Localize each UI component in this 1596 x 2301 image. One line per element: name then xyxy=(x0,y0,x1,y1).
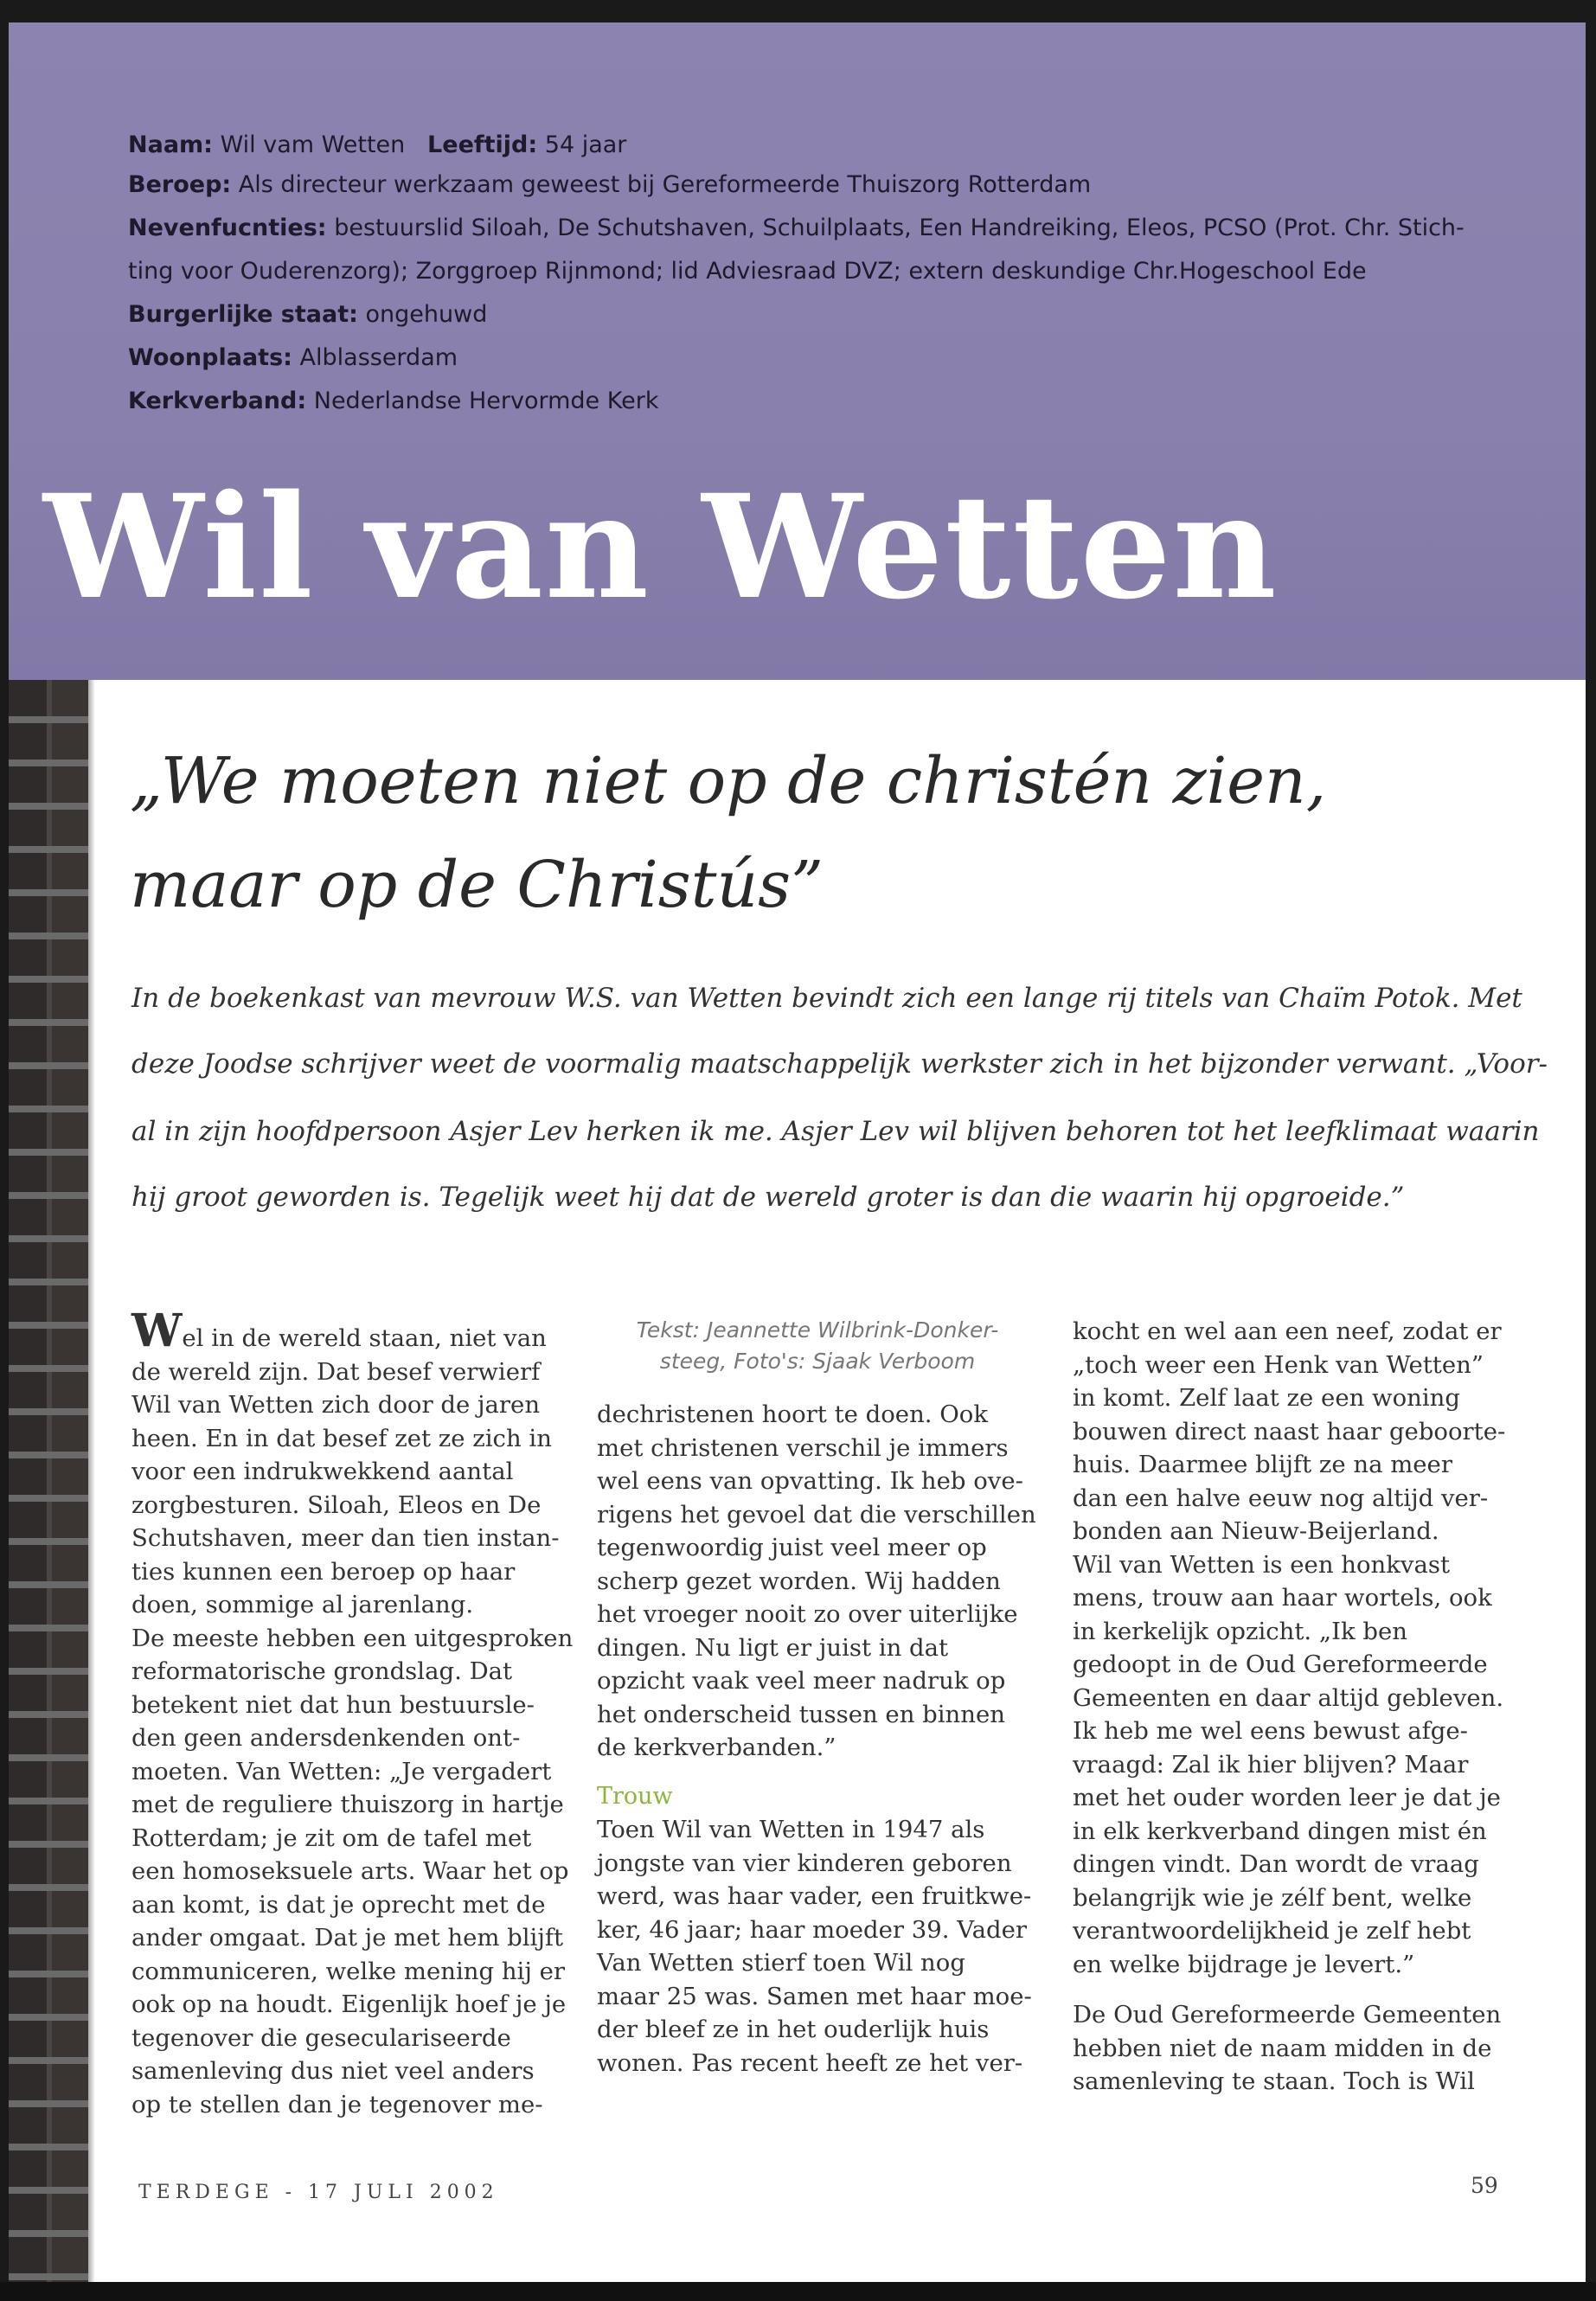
body-line: hebben niet de naam midden in de xyxy=(1073,2034,1492,2062)
body-line: reformatorische grondslag. Dat xyxy=(131,1657,513,1685)
body-line: ker, 46 jaar; haar moeder 39. Vader xyxy=(597,1915,1028,1944)
fact-side-functions-continued: ting voor Ouderenzorg); Zorggroep Rijnmond; lid Adviesraad DVZ; extern deskundige Chr.Hogeschool Ede xyxy=(128,258,1367,285)
pull-quote-line-2: maar op de Christús” xyxy=(130,848,824,922)
body-line: samenleving dus niet veel anders xyxy=(131,2057,535,2085)
body-line: vraagd: Zal ik hier blijven? Maar xyxy=(1073,1750,1469,1779)
body-line: bonden aan Nieuw-Beijerland. xyxy=(1073,1517,1439,1545)
body-line: voor een indrukwekkend aantal xyxy=(131,1458,514,1485)
body-line: tegenover die geseculariseerde xyxy=(131,2023,511,2052)
body-line: dan een halve eeuw nog altijd ver- xyxy=(1073,1484,1489,1512)
body-line: dingen vindt. Dan wordt de vraag xyxy=(1073,1850,1479,1878)
body-line: aan komt, is dat je oprecht met de xyxy=(131,1890,546,1919)
lead-line-1: In de boekenkast van mevrouw W.S. van Wetten bevindt zich een lange rij titels van Chaïm Potok. Met xyxy=(131,983,1522,1014)
lead-line-3: al in zijn hoofdpersoon Asjer Lev herken ik me. Asjer Lev wil blijven behoren tot het leefklimaat waarin xyxy=(131,1116,1540,1147)
body-line: „toch weer een Henk van Wetten” xyxy=(1073,1350,1484,1379)
body-line: werd, was haar vader, een fruitkwe- xyxy=(597,1882,1032,1910)
body-line: Ik heb me wel eens bewust afge- xyxy=(1073,1717,1468,1745)
body-line: belangrijk wie je zélf bent, welke xyxy=(1073,1883,1472,1912)
body-line: dechristenen hoort te doen. Ook xyxy=(597,1400,989,1428)
body-line: betekent niet dat hun bestuursle- xyxy=(131,1690,535,1719)
article-title: Wil van Wetten xyxy=(43,463,1279,631)
body-line: kocht en wel aan een neef, zodat er xyxy=(1073,1317,1502,1345)
scan-border-bottom xyxy=(0,2282,1596,2301)
body-line: in komt. Zelf laat ze een woning xyxy=(1073,1384,1460,1412)
body-line: communiceren, welke mening hij er xyxy=(131,1957,566,1985)
body-line: De Oud Gereformeerde Gemeenten xyxy=(1073,2001,1502,2029)
body-line: bouwen direct naast haar geboorte- xyxy=(1073,1417,1506,1445)
body-column-3 xyxy=(1073,1315,1522,2099)
body-line: mens, trouw aan haar wortels, ook xyxy=(1073,1584,1492,1612)
fact-side-functions: Nevenfucnties: bestuurslid Siloah, De Schutshaven, Schuilplaats, Een Handreiking, Eleos, PCSO (Prot. Chr. Stich- xyxy=(128,215,1465,241)
body-line: heen. En in dat besef zet ze zich in xyxy=(131,1424,552,1452)
fact-profession: Beroep: Als directeur werkzaam geweest bij Gereformeerde Thuiszorg Rotterdam xyxy=(128,171,1092,198)
body-line: in elk kerkverband dingen mist én xyxy=(1073,1817,1487,1845)
fact-name: Naam: Wil vam Wetten Leeftijd: 54 jaar xyxy=(128,131,627,158)
body-line: rigens het gevoel dat die verschillen xyxy=(597,1500,1036,1529)
body-line: en welke bijdrage je levert.” xyxy=(1073,1950,1415,1978)
body-line: in kerkelijk opzicht. „Ik ben xyxy=(1073,1617,1407,1645)
body-line: scherp gezet worden. Wij hadden xyxy=(597,1567,1001,1595)
body-line: Schutshaven, meer dan tien instan- xyxy=(131,1524,560,1552)
body-line: gedoopt in de Oud Gereformeerde xyxy=(1073,1650,1488,1678)
body-line: ties kunnen een beroep op haar xyxy=(131,1557,516,1586)
body-line: De meeste hebben een uitgesproken xyxy=(131,1624,574,1652)
body-line: Van Wetten stierf toen Wil nog xyxy=(597,1949,965,1977)
body-line: wonen. Pas recent heeft ze het ver- xyxy=(597,2048,1023,2077)
body-line: een homoseksuele arts. Waar het op xyxy=(131,1857,569,1885)
body-line: met christenen verschil je immers xyxy=(597,1433,1009,1462)
body-line: dingen. Nu ligt er juist in dat xyxy=(597,1633,949,1662)
body-line: huis. Daarmee blijft ze na meer xyxy=(1073,1451,1452,1478)
body-column-1 xyxy=(131,1304,574,2121)
magazine-footer: TERDEGE - 17 JULI 2002 xyxy=(138,2182,499,2203)
body-line: de wereld zijn. Dat besef verwierf xyxy=(131,1357,541,1386)
body-line: den geen andersdenkenden ont- xyxy=(131,1724,521,1752)
body-line: Toen Wil van Wetten in 1947 als xyxy=(597,1816,985,1843)
body-line: samenleving te staan. Toch is Wil xyxy=(1073,2067,1475,2095)
fact-marital-status: Burgerlijke staat: ongehuwd xyxy=(128,301,488,328)
body-line: zorgbesturen. Siloah, Eleos en De xyxy=(131,1490,542,1519)
body-line: jongste van vier kinderen geboren xyxy=(597,1849,1012,1877)
body-line: met de reguliere thuiszorg in hartje xyxy=(131,1791,564,1818)
body-line: het vroeger nooit zo over uiterlijke xyxy=(597,1600,1018,1628)
body-line: het onderscheid tussen en binnen xyxy=(597,1700,1005,1728)
page-number: 59 xyxy=(1471,2173,1498,2198)
lead-line-2: deze Joodse schrijver weet de voormalig maatschappelijk werkster zich in het bijzonder verwant. „Voor- xyxy=(131,1048,1548,1080)
body-line: ander omgaat. Dat je met hem blijft xyxy=(131,1924,564,1952)
body-line: der bleef ze in het ouderlijk huis xyxy=(597,2016,990,2043)
body-line: de kerkverbanden.” xyxy=(597,1734,836,1761)
fact-church: Kerkverband: Nederlandse Hervormde Kerk xyxy=(128,388,659,414)
fact-residence: Woonplaats: Alblasserdam xyxy=(128,344,458,371)
subheading: Trouw xyxy=(597,1782,673,1810)
brick-wall-photo xyxy=(9,680,88,2282)
body-line: Wil van Wetten zich door de jaren xyxy=(131,1391,541,1419)
first-line: Wel in de wereld staan, niet van xyxy=(131,1304,547,1357)
drop-cap: W xyxy=(131,1304,183,1357)
lead-line-4: hij groot geworden is. Tegelijk weet hij dat de wereld groter is dan die waarin hij opgroeide.” xyxy=(131,1182,1405,1213)
body-line: maar 25 was. Samen met haar moe- xyxy=(597,1982,1032,2010)
scan-border-left xyxy=(0,0,9,2301)
pull-quote-line-1: „We moeten niet op de christén zien, xyxy=(130,744,1327,818)
body-column-2 xyxy=(597,1315,1038,2080)
body-line: opzicht vaak veel meer nadruk op xyxy=(597,1667,1006,1695)
body-line: verantwoordelijkheid je zelf hebt xyxy=(1073,1917,1471,1945)
body-line: Gemeenten en daar altijd gebleven. xyxy=(1073,1683,1504,1712)
body-line: op te stellen dan je tegenover me- xyxy=(131,2090,543,2118)
body-line: moeten. Van Wetten: „Je vergadert xyxy=(131,1757,552,1785)
body-line: doen, sommige al jarenlang. xyxy=(131,1591,474,1618)
photo-edge xyxy=(88,680,95,2282)
credits: Tekst: Jeannette Wilbrink-Donker- steeg, Foto's: Sjaak Verboom xyxy=(636,1317,999,1374)
body-line: tegenwoordig juist veel meer op xyxy=(597,1534,987,1561)
body-line: met het ouder worden leer je dat je xyxy=(1073,1784,1501,1811)
body-line: Wil van Wetten is een honkvast xyxy=(1073,1550,1451,1579)
body-line: wel eens van opvatting. Ik heb ove- xyxy=(597,1467,1023,1495)
body-line: ook op na houdt. Eigenlijk hoef je je xyxy=(131,1990,567,2018)
scan-border-top xyxy=(0,0,1596,22)
body-line: Rotterdam; je zit om de tafel met xyxy=(131,1823,532,1852)
scan-border-right xyxy=(1586,0,1596,2301)
